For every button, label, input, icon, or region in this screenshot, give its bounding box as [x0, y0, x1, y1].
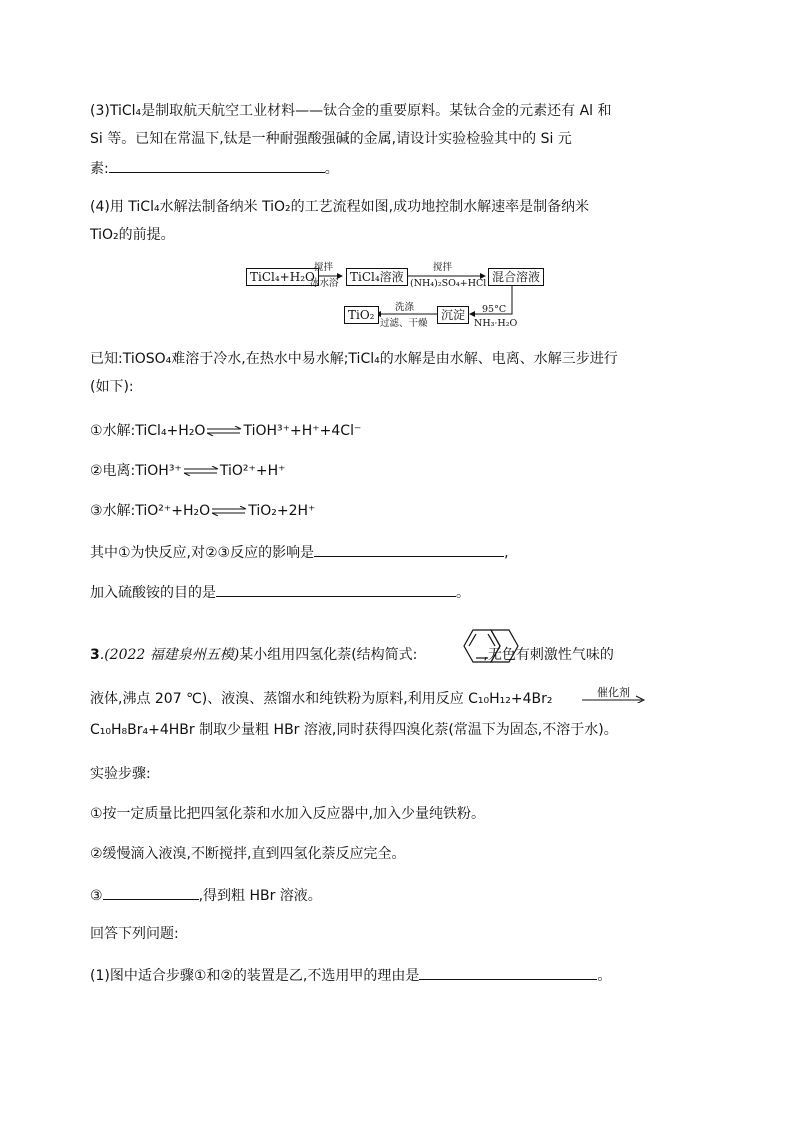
equation-3 — [90, 501, 315, 521]
purpose-question — [90, 581, 470, 603]
effect-question — [90, 541, 509, 563]
catalyst-label: 催化剂 — [597, 686, 630, 699]
flow-box-mixed-solution: 混合溶液 — [488, 268, 544, 286]
step-1: ①按一定质量比把四氢化萘和水加入反应器中,加入少量纯铁粉。 — [90, 806, 485, 822]
equation-2 — [90, 461, 286, 481]
arrow-2-top-label: 搅拌 — [433, 262, 453, 273]
equation-2-right: TiO²⁺+H⁺ — [219, 463, 286, 479]
question-3-line2: 液体,沸点 207 ℃)、液溴、蒸馏水和纯铁粉为原料,利用反应 C₁₀H₁₂+4Br₂ — [90, 691, 553, 707]
flow-box-precipitate: 沉淀 — [437, 306, 469, 324]
purpose-question-end: 。 — [456, 585, 470, 601]
flow-box-ticl4-solution: TiCl₄溶液 — [346, 268, 408, 286]
question-source: .(2022 福建泉州五模) — [99, 647, 240, 663]
process-flow-diagram — [238, 262, 558, 334]
effect-question-text: 其中①为快反应,对②③反应的影响是 — [90, 545, 315, 561]
sub-question-1-end: 。 — [597, 968, 612, 984]
arrow-3-top-label: 95°C — [482, 304, 507, 315]
q3-line1: (3)TiCl₄是制取航天航空工业材料——钛合金的重要原料。某钛合金的元素还有 Al 和 — [90, 103, 612, 119]
question-3-line3: C₁₀H₈Br₄+4HBr 制取少量粗 HBr 溶液,同时获得四溴化萘(常温下为固态,不溶于水)。 — [90, 722, 618, 738]
equation-3-right: TiO₂+2H⁺ — [248, 503, 316, 519]
sub-question-1-text: (1)图中适合步骤①和②的装置是乙,不选用甲的理由是 — [90, 968, 420, 984]
equilibrium-arrow-icon — [183, 466, 219, 476]
flow-box-reactants: TiCl₄+H₂O — [246, 268, 319, 286]
q3-line2: Si 等。已知在常温下,钛是一种耐强酸强碱的金属,请设计实验检验其中的 Si 元 — [90, 131, 572, 147]
answer-blank[interactable] — [216, 581, 456, 597]
equation-1-right: TiOH³⁺+H⁺+4Cl⁻ — [243, 423, 362, 439]
arrow-4-top-label: 洗涤 — [395, 302, 415, 313]
q3-line3-suffix: 。 — [324, 161, 339, 177]
arrow-3-bottom-label: NH₃·H₂O — [474, 318, 518, 329]
flow-box-tio2: TiO₂ — [344, 306, 379, 324]
effect-question-end: , — [504, 545, 509, 561]
arrow-4-bottom-label: 过滤、干燥 — [380, 318, 428, 329]
steps-title: 实验步骤: — [90, 766, 151, 782]
q4-line2: TiO₂的前提。 — [90, 227, 175, 243]
question-3-line1 — [90, 645, 614, 665]
equation-2-left: ②电离:TiOH³⁺ — [90, 463, 182, 479]
arrow-1-bottom-label: 冰水浴 — [310, 278, 339, 289]
equation-1-left: ①水解:TiCl₄+H₂O — [90, 423, 206, 439]
q4-line1: (4)用 TiCl₄水解法制备纳米 TiO₂的工艺流程如图,成功地控制水解速率是制备纳米 — [90, 199, 590, 215]
answer-blank[interactable] — [314, 541, 504, 557]
step-3-prefix: ③ — [90, 888, 103, 904]
known-line2: (如下): — [90, 379, 134, 395]
q3-line3-prefix: 素: — [90, 161, 109, 177]
question-3-line1-a: 某小组用四氢化萘(结构简式: — [239, 647, 418, 663]
arrow-2-bottom-label: (NH₄)₂SO₄+HCl — [410, 278, 487, 289]
sub-question-1 — [90, 964, 611, 986]
step-3-suffix: ,得到粗 HBr 溶液。 — [198, 888, 322, 904]
reaction-arrow-icon — [582, 691, 646, 703]
answer-blank[interactable] — [103, 884, 199, 900]
equilibrium-arrow-icon — [206, 426, 242, 436]
equation-1 — [90, 421, 361, 441]
answer-title: 回答下列问题: — [90, 926, 179, 942]
question-3-line1-b: ,无色有刺激性气味的 — [483, 647, 614, 663]
answer-blank[interactable] — [109, 157, 325, 173]
q3-line3 — [90, 157, 339, 179]
known-line1: 已知:TiOSO₄难溶于冷水,在热水中易水解;TiCl₄的水解是由水解、电离、水解三步进行 — [90, 351, 618, 367]
step-3 — [90, 884, 322, 906]
arrow-1-top-label: 搅拌 — [314, 262, 334, 273]
equation-3-left: ③水解:TiO²⁺+H₂O — [90, 503, 211, 519]
question-number: 3 — [90, 647, 100, 663]
step-2: ②缓慢滴入液溴,不断搅拌,直到四氢化萘反应完全。 — [90, 846, 406, 862]
tetrahydronaphthalene-structure-icon — [460, 620, 532, 672]
answer-blank[interactable] — [419, 964, 597, 980]
equilibrium-arrow-icon — [211, 506, 247, 516]
purpose-question-text: 加入硫酸铵的目的是 — [90, 585, 216, 601]
